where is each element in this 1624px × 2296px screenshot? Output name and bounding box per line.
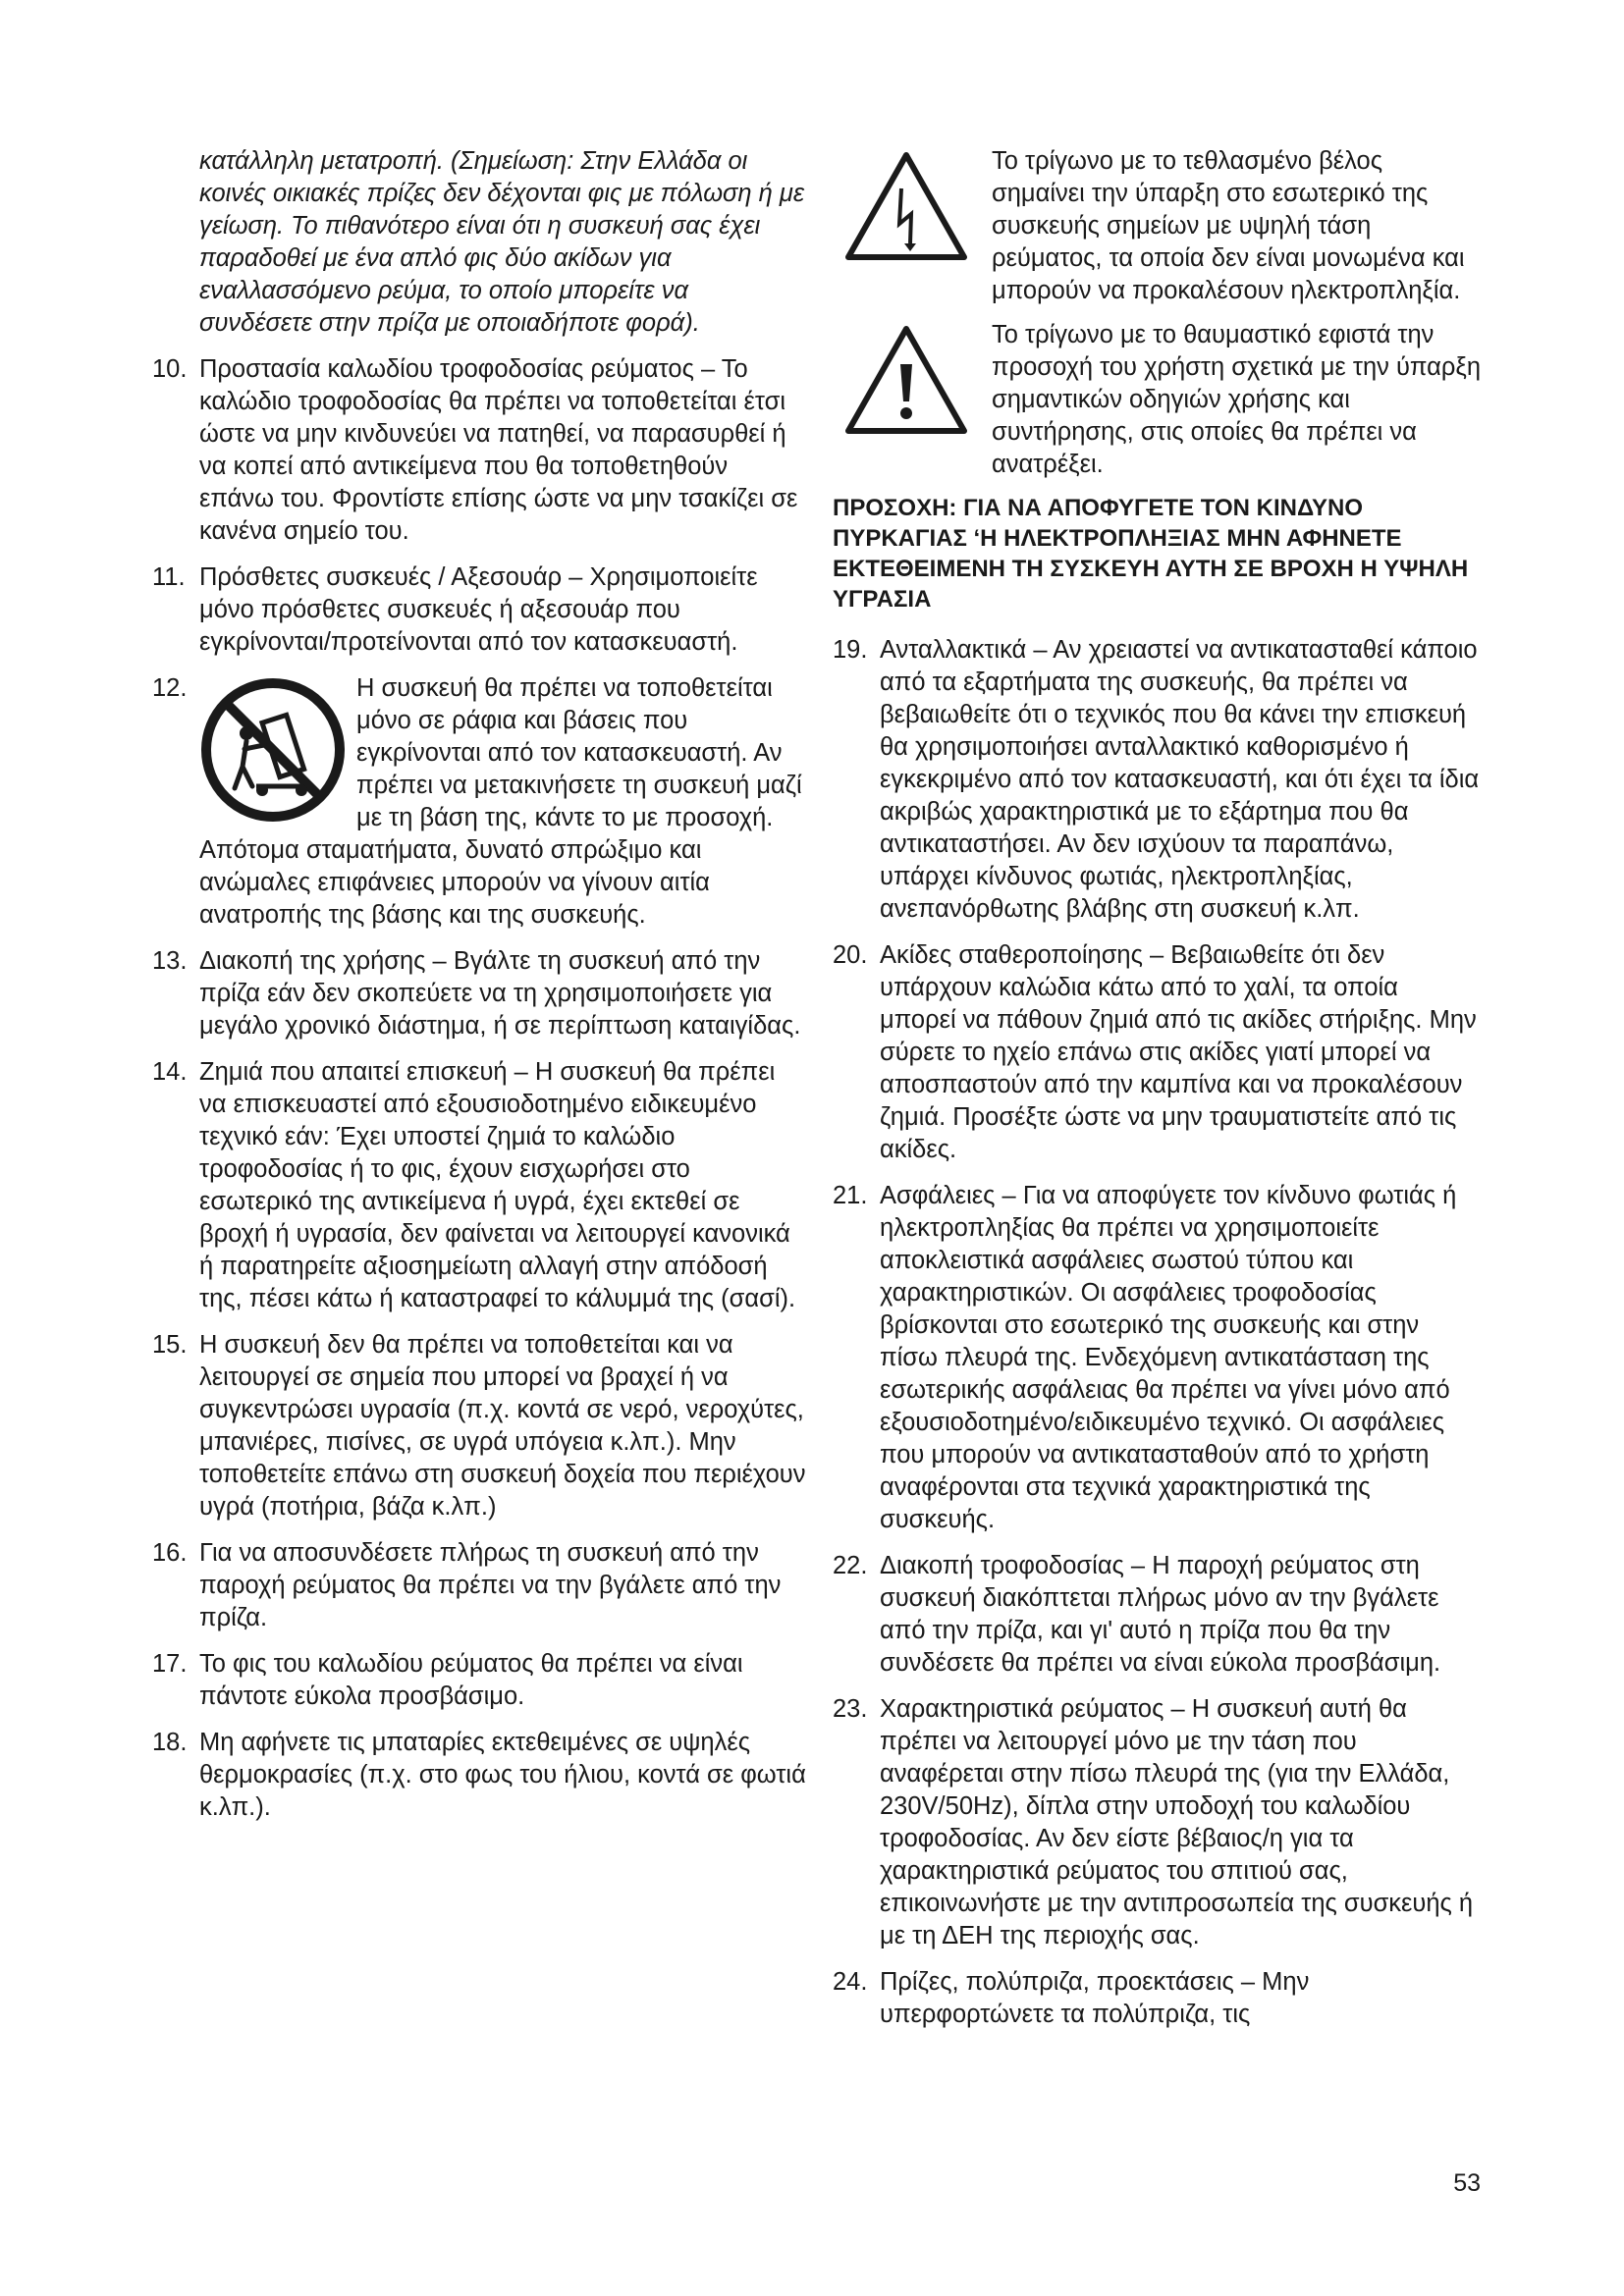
- list-item-with-cart: [152, 672, 806, 932]
- item-text: Πρόσθετες συσκευές / Αξεσουάρ – Χρησιμοποιείτε μόνο πρόσθετες συσκευές ή αξεσουάρ που εγκρίνονται/προτείνονται από τον κατασκευαστή.: [199, 563, 758, 656]
- item-number: 13.: [152, 947, 188, 975]
- list-item: [152, 1727, 806, 1824]
- left-column: [152, 145, 806, 1838]
- list-item: [833, 1550, 1481, 1680]
- exclamation-warning-row: [833, 319, 1481, 481]
- item-text: Προστασία καλωδίου τροφοδοσίας ρεύματος – Το καλώδιο τροφοδοσίας θα πρέπει να τοποθετείται έτσι ώστε να μην κινδυνεύει να πατηθεί, να παρασυρθεί ή να κοπεί από αντικείμενα που θα τοποθετηθούν επάνω του. Φροντίστε επίσης ώστε να μην τσακίζει σε κανένα σημείο του.: [199, 355, 798, 545]
- item-number: 10.: [152, 355, 188, 383]
- cart-tipover-icon: [199, 676, 347, 824]
- exclamation-triangle-svg: [842, 323, 970, 437]
- item-text: Πρίζες, πολύπριζα, προεκτάσεις – Μην υπερφορτώνετε τα πολύπριζα, τις: [880, 1968, 1310, 2028]
- item-number: 12.: [152, 674, 188, 702]
- item-text: Διακοπή της χρήσης – Βγάλτε τη συσκευή από την πρίζα εάν δεν σκοπεύετε να τη χρησιμοποιήσετε για μεγάλο χρονικό διάστημα, ή σε περίπτωση καταιγίδας.: [199, 947, 801, 1040]
- lightning-warning-row: [833, 145, 1481, 307]
- list-item: [833, 634, 1481, 926]
- item-number: 17.: [152, 1650, 188, 1678]
- item-number: 11.: [152, 563, 186, 591]
- item-number: 22.: [833, 1552, 868, 1579]
- item-body: [199, 672, 806, 932]
- item-number: 15.: [152, 1331, 188, 1359]
- item-number: 16.: [152, 1539, 188, 1567]
- item-number: 18.: [152, 1729, 188, 1756]
- list-item: [833, 1966, 1481, 2031]
- list-item: [833, 1180, 1481, 1536]
- list-item: [152, 1537, 806, 1634]
- item-text: Ασφάλειες – Για να αποφύγετε τον κίνδυνο φωτιάς ή ηλεκτροπληξίας θα πρέπει να χρησιμοποιείτε αποκλειστικά ασφάλειες σωστού τύπου και χαρακτηριστικών. Οι ασφάλειες τροφοδοσίας βρίσκονται στο εσωτερικό της συσκευής και στην πίσω πλευρά της. Ενδεχόμενη αντικατάσταση της εσωτερικής ασφάλειας θα πρέπει να γίνει μόνο από εξουσιοδοτημένο/ειδικευμένο τεχνικό. Οι ασφάλειες που μπορούν να αντικατασταθούν από το χρήστη αναφέρονται στα τεχνικά χαρακτηριστικά της συσκευής.: [880, 1182, 1457, 1533]
- item-number: 23.: [833, 1695, 868, 1723]
- item-text: Η συσκευή δεν θα πρέπει να τοποθετείται και να λειτουργεί σε σημεία που μπορεί να βραχεί ή να συγκεντρώσει υγρασία (π.χ. κοντά σε νερό, νεροχύτες, μπανιέρες, πισίνες, σε υγρά υπόγεια κ.λπ.). Μην τοποθετείτε επάνω στη συσκευή δοχεία που περιέχουν υγρά (ποτήρια, βάζα κ.λπ.): [199, 1331, 806, 1521]
- cart-tipover-svg: [199, 676, 347, 824]
- item-number: 20.: [833, 941, 868, 969]
- item-text: Για να αποσυνδέσετε πλήρως τη συσκευή από την παροχή ρεύματος θα πρέπει να την βγάλετε από την πρίζα.: [199, 1539, 782, 1631]
- item-text: Διακοπή τροφοδοσίας – Η παροχή ρεύματος στη συσκευή διακόπτεται πλήρως μόνο αν την βγάλετε από την πρίζα, και γι' αυτό η πρίζα που θα την συνδέσετε θα πρέπει να είναι εύκολα προσβάσιμη.: [880, 1552, 1441, 1677]
- lightning-warning-text: Το τρίγωνο με το τεθλασμένο βέλος σημαίνει την ύπαρξη στο εσωτερικό της συσκευής σημείων με υψηλή τάση ρεύματος, τα οποία δεν είναι μονωμένα και μπορούν να προκαλέσουν ηλεκτροπληξία.: [992, 147, 1465, 304]
- continuation-text: κατάλληλη μετατροπή. (Σημείωση: Στην Ελλάδα οι κοινές οικιακές πρίζες δεν δέχονται φις με πόλωση ή με γείωση. Το πιθανότερο είναι ότι η συσκευή σας έχει παραδοθεί με ένα απλό φις δύο ακίδων για εναλλασσόμενο ρεύμα, το οποίο μπορείτε να συνδέσετε στην πρίζα με οποιαδήποτε φορά).: [199, 147, 805, 337]
- list-item: [152, 945, 806, 1042]
- lightning-triangle-svg: [842, 149, 970, 263]
- exclamation-warning-text: Το τρίγωνο με το θαυμαστικό εφιστά την προσοχή του χρήστη σχετικά με την ύπαρξη σημαντικών οδηγιών χρήσης και συντήρησης, στις οποίες θα πρέπει να ανατρέξει.: [992, 321, 1481, 478]
- item-text: Ζημιά που απαιτεί επισκευή – Η συσκευή θα πρέπει να επισκευαστεί από εξουσιοδοτημένο ειδικευμένο τεχνικό εάν: Έχει υποστεί ζημιά το καλώδιο τροφοδοσίας ή το φις, έχουν εισχωρήσει στο εσωτερικό της αντικείμενα ή υγρά, έχει εκτεθεί σε βροχή ή υγρασία, δεν φαίνεται να λειτουργεί κανονικά ή παρατηρείτε αξιοσημείωτη αλλαγή στην απόδοσή της, πέσει κάτω ή καταστραφεί το κάλυμμά της (σασί).: [199, 1058, 796, 1312]
- list-item: [152, 353, 806, 548]
- item-number: 19.: [833, 636, 868, 664]
- item-number: 21.: [833, 1182, 868, 1209]
- exclamation-triangle-icon: [833, 319, 980, 437]
- item-number: 24.: [833, 1968, 868, 1996]
- list-item: [833, 1693, 1481, 1952]
- list-item: [152, 1648, 806, 1713]
- item-text: Μη αφήνετε τις μπαταρίες εκτεθειμένες σε υψηλές θερμοκρασίες (π.χ. στο φως του ήλιου, κοντά σε φωτιά κ.λπ.).: [199, 1729, 806, 1821]
- page-number: 53: [1453, 2169, 1481, 2197]
- item-text: Το φις του καλωδίου ρεύματος θα πρέπει να είναι πάντοτε εύκολα προσβάσιμο.: [199, 1650, 743, 1710]
- caution-heading: ΠΡΟΣΟΧΗ: ΓΙΑ ΝΑ ΑΠΟΦΥΓΕΤΕ ΤΟΝ ΚΙΝΔΥΝΟ ΠΥΡΚΑΓΙΑΣ ‘Η ΗΛΕΚΤΡΟΠΛΗΞΙΑΣ ΜΗΝ ΑΦΗΝΕΤΕ ΕΚΤΕΘΕΙΜΕΝΗ ΤΗ ΣΥΣΚΕΥΗ ΑΥΤΗ ΣΕ ΒΡΟΧΗ Η ΥΨΗΛΗ ΥΓΡΑΣΙΑ: [833, 495, 1469, 613]
- item-text: Η συσκευή θα πρέπει να τοποθετείται μόνο σε ράφια και βάσεις που εγκρίνονται από τον κατασκευαστή. Αν πρέπει να μετακινήσετε τη συσκευή μαζί με τη βάση της, κάντε το με προσοχή. Απότομα σταματήματα, δυνατό σπρώξιμο και ανώμαλες επιφάνειες μπορούν να γίνουν αιτία ανατροπής της βάσης και της συσκευής.: [199, 674, 802, 929]
- lightning-triangle-icon: [833, 145, 980, 263]
- right-column: [833, 145, 1481, 2045]
- list-item: [152, 1329, 806, 1523]
- list-item: [152, 561, 806, 659]
- item-number: 14.: [152, 1058, 188, 1086]
- list-item: [833, 939, 1481, 1166]
- item-text: Ακίδες σταθεροποίησης – Βεβαιωθείτε ότι δεν υπάρχουν καλώδια κάτω από το χαλί, τα οποία μπορεί να πάθουν ζημιά από τις ακίδες στήριξης. Μην σύρετε το ηχείο επάνω στις ακίδες γιατί μπορεί να αποσπαστούν από την καμπίνα και να προκαλέσουν ζημιά. Προσέξτε ώστε να μην τραυματιστείτε από τις ακίδες.: [880, 941, 1477, 1163]
- list-item: [152, 1056, 806, 1315]
- item-text: Ανταλλακτικά – Αν χρειαστεί να αντικατασταθεί κάποιο από τα εξαρτήματα της συσκευής, θα πρέπει να βεβαιωθείτε ότι ο τεχνικός που θα κάνει την επισκευή θα χρησιμοποιήσει ανταλλακτικό καθορισμένο ή εγκεκριμένο από τον κατασκευαστή, και ότι έχει τα ίδια ακριβώς χαρακτηριστικά με το εξάρτημα που θα αντικαταστήσει. Αν δεν ισχύουν τα παραπάνω, υπάρχει κίνδυνος φωτιάς, ηλεκτροπληξίας, ανεπανόρθωτης βλάβης στη συσκευή κ.λπ.: [880, 636, 1480, 923]
- item-text: Χαρακτηριστικά ρεύματος – Η συσκευή αυτή θα πρέπει να λειτουργεί μόνο με την τάση που αναφέρεται στην πίσω πλευρά της (για την Ελλάδα, 230V/50Hz), δίπλα στην υποδοχή του καλωδίου τροφοδοσίας. Αν δεν είστε βέβαιος/η για τα χαρακτηριστικά ρεύματος του σπιτιού σας, επικοινωνήστε με την αντιπροσωπεία της συσκευής ή με τη ΔΕΗ της περιοχής σας.: [880, 1695, 1474, 1949]
